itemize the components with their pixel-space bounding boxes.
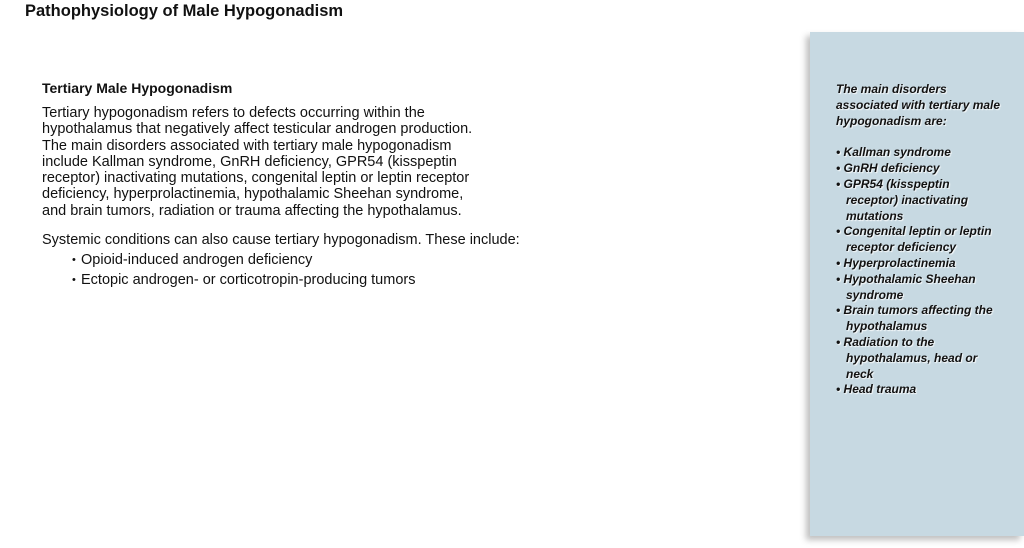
page-title: Pathophysiology of Male Hypogonadism: [25, 2, 344, 20]
sidebar-list-item: [836, 224, 1022, 256]
list-item-text: Ectopic androgen- or corticotropin-producing tumors: [81, 272, 416, 289]
sidebar-item-line: receptor deficiency: [846, 240, 957, 255]
systemic-conditions-paragraph: Systemic conditions can also cause tertiary hypogonadism. These include:: [42, 232, 520, 249]
sidebar-item-line: • Hyperprolactinemia: [836, 255, 956, 270]
sidebar-content: [836, 82, 1022, 398]
sidebar-list-item: [836, 145, 1022, 161]
sidebar-item-line: • Brain tumors affecting the: [836, 303, 993, 318]
sidebar-intro-line: The main disorders: [836, 82, 947, 96]
sidebar-list-item: [836, 256, 1022, 272]
sidebar-list-item: [836, 272, 1022, 304]
sidebar-item-line: • GnRH deficiency: [836, 161, 940, 176]
sidebar-item-line: mutations: [846, 208, 904, 223]
sidebar-intro-line: hypogonadism are:: [836, 113, 947, 128]
list-item: [72, 250, 542, 270]
section-heading: Tertiary Male Hypogonadism: [42, 80, 233, 96]
sidebar-item-line: hypothalamus, head or: [846, 350, 978, 365]
sidebar-item-line: • Head trauma: [836, 382, 917, 397]
sidebar-callout: [810, 32, 1024, 536]
paragraph-line: Tertiary hypogonadism refers to defects occurring within the: [42, 105, 425, 121]
sidebar-item-line: • GPR54 (kisspeptin: [836, 176, 950, 191]
sidebar-item-line: receptor) inactivating: [846, 192, 969, 207]
sidebar-item-line: hypothalamus: [846, 319, 928, 334]
paragraph-line: include Kallman syndrome, GnRH deficiency, GPR54 (kisspeptin: [42, 153, 457, 170]
bullet-icon: •: [72, 274, 76, 287]
sidebar-item-line: syndrome: [846, 287, 904, 302]
sidebar-intro: [836, 82, 1022, 129]
paragraph-line: The main disorders associated with tertiary male hypogonadism: [42, 137, 452, 154]
list-item: [72, 270, 542, 290]
sidebar-list-item: [836, 161, 1022, 177]
sidebar-disorder-list: [836, 145, 1022, 398]
paragraph-line: and brain tumors, radiation or trauma affecting the hypothalamus.: [42, 202, 462, 219]
sidebar-list-item: [836, 303, 1022, 335]
main-content: [42, 80, 542, 290]
paragraph-line: hypothalamus that negatively affect testicular androgen production.: [42, 121, 473, 138]
sidebar-item-line: • Kallman syndrome: [836, 145, 951, 160]
sidebar-list-item: [836, 382, 1022, 398]
sidebar-item-line: • Radiation to the: [836, 334, 935, 349]
sidebar-list-item: [836, 177, 1022, 224]
bullet-icon: •: [72, 254, 76, 267]
sidebar-list-item: [836, 335, 1022, 382]
paragraph-line: deficiency, hyperprolactinemia, hypothalamic Sheehan syndrome,: [42, 186, 464, 203]
sidebar-item-line: neck: [846, 366, 874, 381]
paragraph-line: receptor) inactivating mutations, congenital leptin or leptin receptor: [42, 170, 470, 187]
sidebar-item-line: • Hypothalamic Sheehan: [836, 271, 976, 286]
intro-paragraph: [42, 105, 542, 219]
systemic-conditions-list: [72, 250, 542, 290]
list-item-text: Opioid-induced androgen deficiency: [81, 252, 313, 269]
sidebar-item-line: • Congenital leptin or leptin: [836, 224, 992, 239]
sidebar-intro-line: associated with tertiary male: [836, 97, 1001, 112]
